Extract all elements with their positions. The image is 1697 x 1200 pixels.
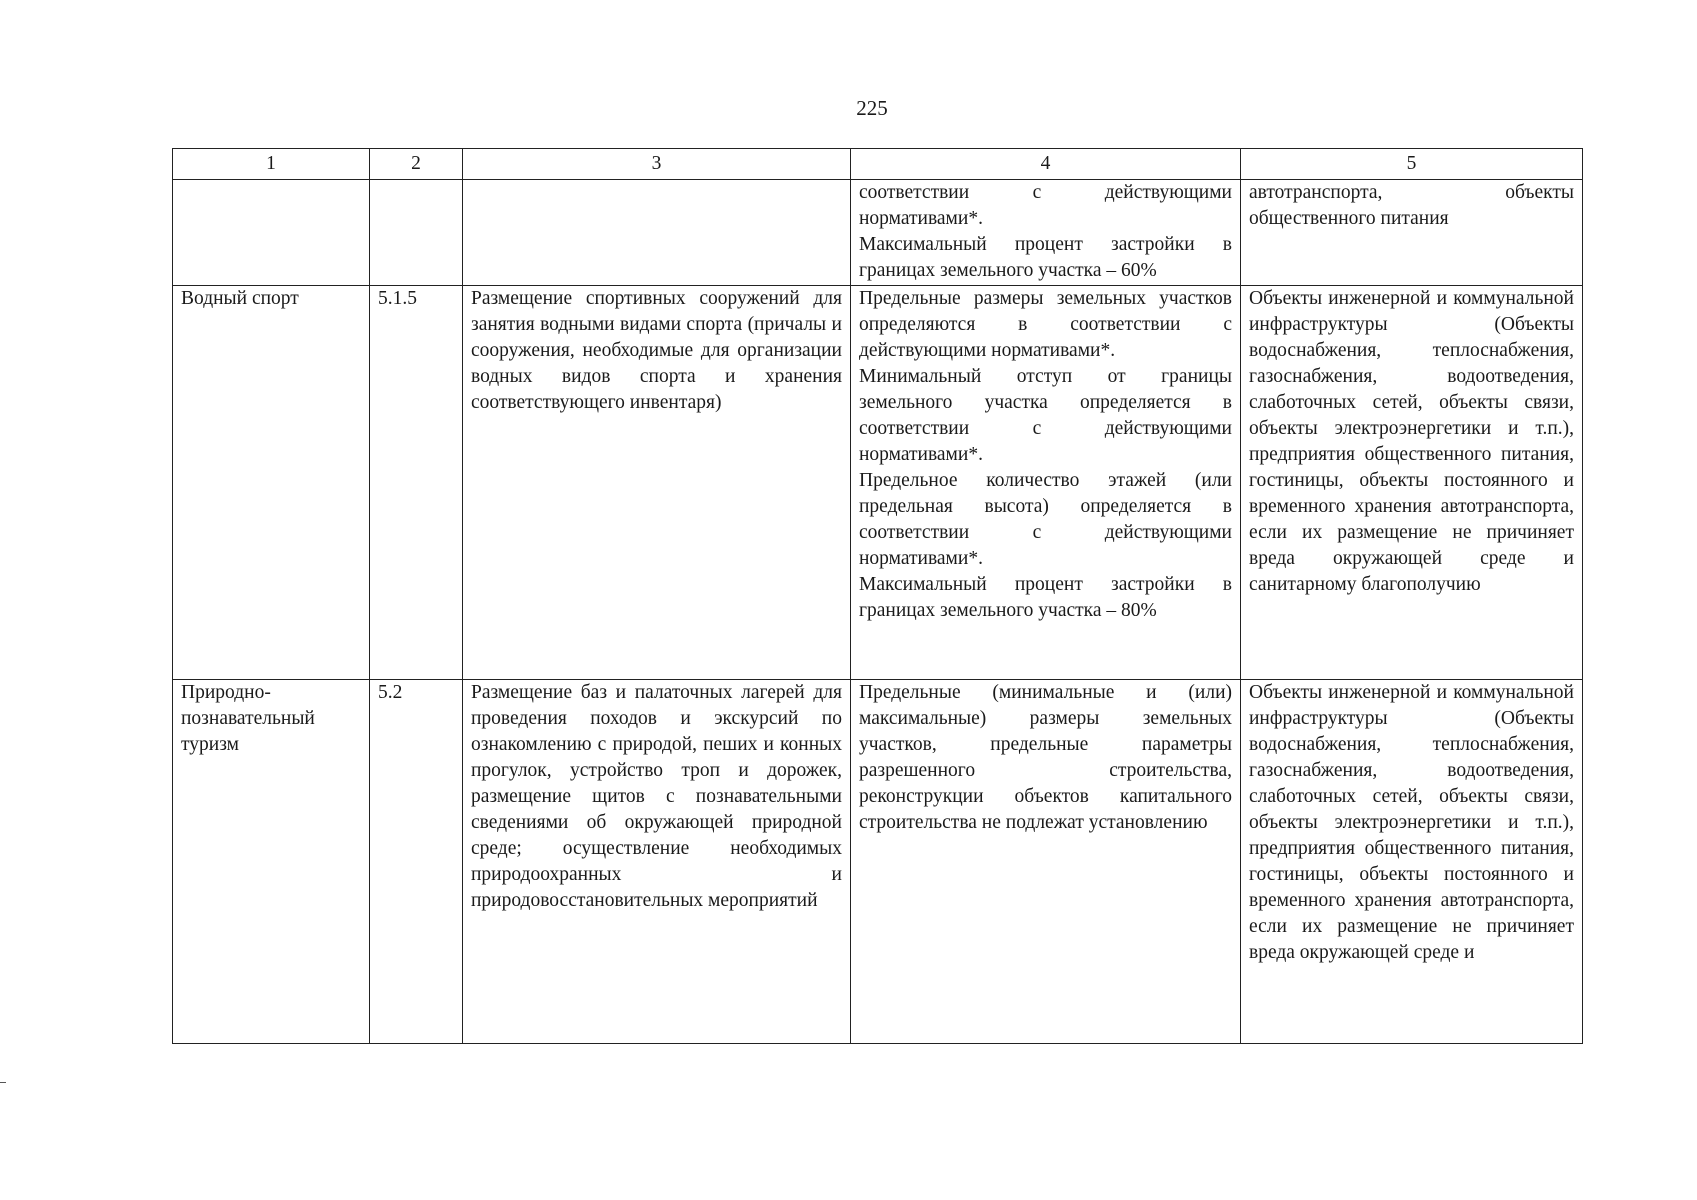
row-2-parameter-3: Предельное количество этажей (или предельная высота) определяется в соответствии с действующими нормативами*.: [859, 470, 1232, 569]
row-2-parameters: [851, 286, 1241, 680]
table-row: [173, 180, 1583, 286]
row-2-description: Размещение спортивных сооружений для занятия водными видами спорта (причалы и сооружения, необходимые для организации водных видов спорта и хранения соответствующего инвентаря): [463, 286, 851, 680]
row-3-parameters: [851, 680, 1241, 1044]
row-3-code: 5.2: [370, 680, 463, 1044]
header-row: [173, 149, 1583, 180]
row-3-description: Размещение баз и палаточных лагерей для проведения походов и экскурсий по ознакомлению с природой, пеших и конных прогулок, устройство троп и дорожек, размещение щитов с познавательными сведениями об окружающей природной среде; осуществление необходимых природоохранных и природовосстановительных мероприятий: [463, 680, 851, 1044]
header-col-4: 4: [851, 149, 1241, 180]
row-2-parameter-1: Предельные размеры земельных участков определяются в соответствии с действующими нормативами*.: [859, 288, 1232, 361]
row-3-name: Природно-познавательный туризм: [173, 680, 370, 1044]
row-2-parameter-4: Максимальный процент застройки в границах земельного участка – 80%: [859, 574, 1232, 621]
scan-edge-mark: [0, 1082, 6, 1083]
row-2-objects: Объекты инженерной и коммунальной инфраструктуры (Объекты водоснабжения, теплоснабжения, газоснабжения, водоотведения, слаботочных сетей, объекты связи, объекты электроэнергетики и т.п.), предприятия общественного питания, гостиницы, объекты постоянного и временного хранения автотранспорта, если их размещение не причиняет вреда окружающей среде и санитарному благополучию: [1241, 286, 1583, 680]
table-row: [173, 680, 1583, 1044]
row-1-parameters: [851, 180, 1241, 286]
row-1-code: [370, 180, 463, 286]
row-1-objects: автотранспорта, объекты общественного питания: [1241, 180, 1583, 286]
page-number: 225: [856, 96, 888, 120]
row-2-name: Водный спорт: [173, 286, 370, 680]
row-1-parameter-2: Максимальный процент застройки в границах земельного участка – 60%: [859, 234, 1232, 281]
row-1-name: [173, 180, 370, 286]
row-1-description: [463, 180, 851, 286]
row-1-parameter-1: соответствии с действующими нормативами*.: [859, 182, 1232, 229]
header-col-2: 2: [370, 149, 463, 180]
row-3-objects: Объекты инженерной и коммунальной инфраструктуры (Объекты водоснабжения, теплоснабжения, газоснабжения, водоотведения, слаботочных сетей, объекты связи, объекты электроэнергетики и т.п.), предприятия общественного питания, гостиницы, объекты постоянного и временного хранения автотранспорта, если их размещение не причиняет вреда окружающей среде и: [1241, 680, 1583, 1044]
header-col-1: 1: [173, 149, 370, 180]
land-use-table: [172, 148, 1583, 1044]
header-col-5: 5: [1241, 149, 1583, 180]
row-2-parameter-2: Минимальный отступ от границы земельного участка определяется в соответствии с действующими нормативами*.: [859, 366, 1232, 465]
row-3-parameter-1: Предельные (минимальные и (или) максимальные) размеры земельных участков, предельные параметры разрешенного строительства, реконструкции объектов капитального строительства не подлежат установлению: [859, 682, 1232, 833]
header-col-3: 3: [463, 149, 851, 180]
table-row: [173, 286, 1583, 680]
row-2-code: 5.1.5: [370, 286, 463, 680]
